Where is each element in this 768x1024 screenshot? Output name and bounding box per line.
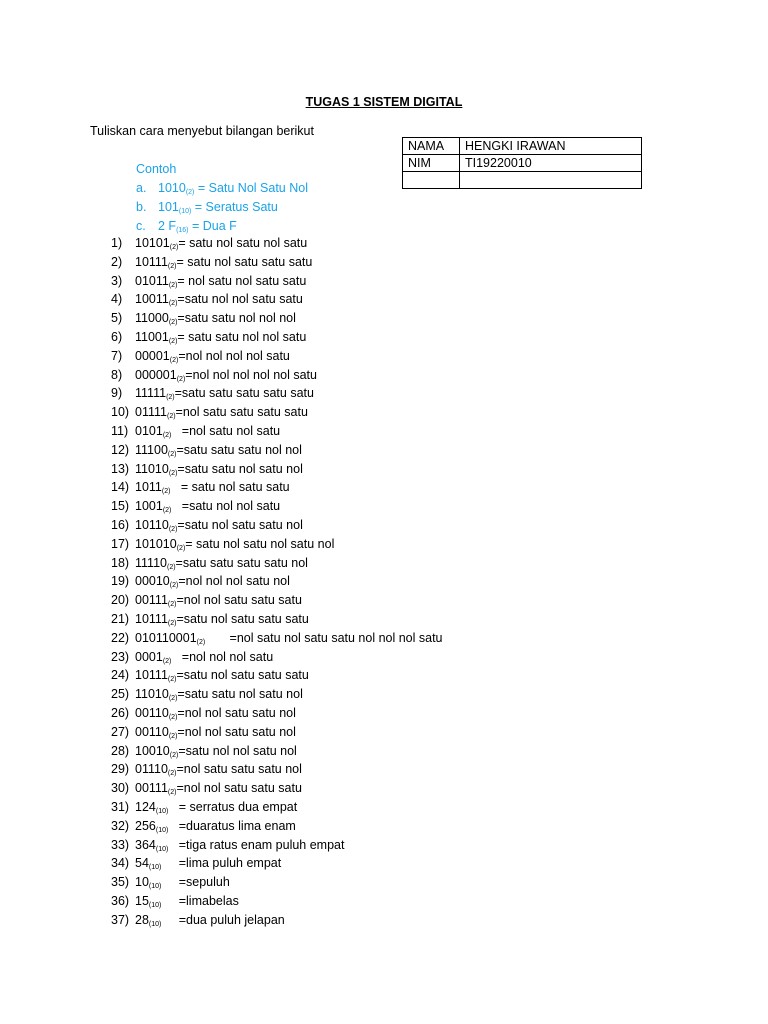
item-value: 11111 bbox=[135, 386, 167, 401]
list-item bbox=[111, 478, 443, 497]
item-value: 11000 bbox=[135, 311, 169, 326]
item-base: (2) bbox=[168, 469, 178, 477]
item-base: (2) bbox=[168, 695, 178, 703]
list-item bbox=[111, 290, 443, 309]
item-number: 13) bbox=[111, 461, 130, 476]
item-number: 21) bbox=[111, 611, 130, 626]
list-item bbox=[111, 666, 443, 685]
list-item bbox=[111, 384, 443, 403]
list-item bbox=[111, 403, 443, 422]
item-value: 00001 bbox=[135, 348, 170, 363]
item-value: 00110 bbox=[135, 705, 169, 720]
instruction-text: Tuliskan cara menyebut bilangan berikut bbox=[90, 124, 314, 138]
item-number: 31) bbox=[111, 799, 130, 814]
list-item bbox=[111, 441, 443, 460]
item-text: =satu nol satu satu satu bbox=[176, 668, 309, 683]
item-number: 35) bbox=[111, 875, 130, 890]
item-base: (2) bbox=[176, 375, 186, 383]
item-text: =sepuluh bbox=[161, 875, 230, 890]
table-cell: TI19220010 bbox=[460, 155, 642, 172]
item-number: 27) bbox=[111, 724, 130, 739]
table-row bbox=[403, 155, 642, 172]
item-number: 9) bbox=[111, 386, 123, 401]
item-value: 0101 bbox=[135, 423, 163, 438]
item-value: 10011 bbox=[135, 292, 169, 307]
item-base: (2) bbox=[168, 300, 178, 308]
list-item bbox=[111, 610, 443, 629]
item-text: =satu satu satu satu nol bbox=[175, 555, 308, 570]
item-value: 10111 bbox=[135, 611, 168, 626]
item-value: 01110 bbox=[135, 762, 168, 777]
item-base: (2) bbox=[168, 732, 178, 740]
table-cell: NIM bbox=[403, 155, 460, 172]
item-number: 29) bbox=[111, 762, 130, 777]
item-value: 15 bbox=[135, 893, 149, 908]
list-item bbox=[111, 723, 443, 742]
item-number: 33) bbox=[111, 837, 130, 852]
list-item bbox=[111, 911, 443, 930]
list-item bbox=[111, 798, 443, 817]
item-value: 11010 bbox=[135, 687, 169, 702]
item-value: 10111 bbox=[135, 254, 168, 269]
item-number: 10) bbox=[111, 405, 130, 420]
list-item bbox=[111, 629, 443, 648]
item-text: =nol nol satu satu satu bbox=[176, 593, 302, 608]
item-number: 20) bbox=[111, 593, 130, 608]
item-text: =nol nol nol nol nol satu bbox=[185, 367, 317, 382]
item-base: (10) bbox=[148, 883, 162, 891]
item-value: 54 bbox=[135, 856, 149, 871]
item-text: =nol nol satu satu nol bbox=[177, 724, 296, 739]
item-text: =satu satu nol nol nol bbox=[177, 311, 296, 326]
item-base: (2) bbox=[196, 638, 206, 646]
item-number: 37) bbox=[111, 912, 130, 927]
item-text: =satu nol nol satu satu bbox=[177, 292, 303, 307]
item-value: 10110 bbox=[135, 517, 169, 532]
item-text: =nol nol nol nol satu bbox=[178, 348, 290, 363]
item-value: 01111 bbox=[135, 405, 167, 420]
item-text: = satu nol satu nol satu bbox=[178, 236, 308, 250]
item-text: =nol satu nol satu bbox=[171, 423, 281, 438]
example-heading: Contoh bbox=[136, 162, 177, 176]
table-cell: NAMA bbox=[403, 138, 460, 155]
item-text: =satu satu satu satu satu bbox=[174, 386, 314, 401]
item-text: =nol nol satu satu satu bbox=[176, 781, 302, 796]
item-text: =nol satu satu satu nol bbox=[176, 762, 302, 777]
list-item bbox=[111, 685, 443, 704]
list-item bbox=[111, 516, 443, 535]
item-value: 124 bbox=[135, 799, 156, 814]
list-item bbox=[111, 760, 443, 779]
item-value: 11110 bbox=[135, 555, 167, 570]
list-item bbox=[111, 779, 443, 798]
list-item bbox=[111, 366, 443, 385]
item-number: 2) bbox=[111, 254, 123, 269]
item-number: 17) bbox=[111, 536, 130, 551]
list-item bbox=[111, 742, 443, 761]
item-base: (2) bbox=[168, 525, 178, 533]
item-base: (2) bbox=[166, 413, 176, 421]
item-text: =satu satu nol satu nol bbox=[177, 687, 303, 702]
item-value: 00111 bbox=[135, 593, 168, 608]
example-marker: b. bbox=[136, 200, 147, 214]
item-value: 256 bbox=[135, 818, 156, 833]
item-value: 01011 bbox=[135, 273, 169, 288]
item-number: 14) bbox=[111, 480, 130, 495]
item-base: (2) bbox=[167, 601, 177, 609]
example-value: 2 F bbox=[158, 219, 177, 233]
item-base: (10) bbox=[155, 845, 169, 853]
item-number: 22) bbox=[111, 630, 130, 645]
item-base: (2) bbox=[169, 356, 179, 364]
list-item bbox=[111, 554, 443, 573]
item-base: (2) bbox=[166, 563, 176, 571]
item-base: (2) bbox=[167, 676, 177, 684]
example-base: (10) bbox=[178, 208, 192, 215]
item-base: (2) bbox=[167, 450, 177, 458]
list-item bbox=[111, 234, 443, 253]
item-base: (10) bbox=[155, 807, 169, 815]
item-number: 6) bbox=[111, 329, 123, 344]
item-number: 11) bbox=[111, 423, 129, 438]
item-number: 32) bbox=[111, 818, 130, 833]
item-value: 1011 bbox=[135, 480, 162, 495]
item-number: 5) bbox=[111, 311, 123, 326]
item-value: 10010 bbox=[135, 743, 170, 758]
item-value: 364 bbox=[135, 837, 156, 852]
list-item bbox=[111, 272, 443, 291]
item-number: 26) bbox=[111, 705, 130, 720]
list-item bbox=[111, 347, 443, 366]
item-base: (2) bbox=[162, 657, 172, 665]
table-cell bbox=[460, 172, 642, 189]
list-item bbox=[111, 422, 443, 441]
example-text: = Dua F bbox=[188, 219, 237, 233]
item-number: 25) bbox=[111, 687, 130, 702]
example-value: 1010 bbox=[158, 181, 186, 195]
item-base: (2) bbox=[168, 319, 178, 327]
item-number: 15) bbox=[111, 499, 130, 514]
item-number: 4) bbox=[111, 292, 123, 307]
item-number: 23) bbox=[111, 649, 130, 664]
item-base: (2) bbox=[168, 713, 178, 721]
item-value: 10111 bbox=[135, 668, 168, 683]
item-value: 11001 bbox=[135, 329, 169, 344]
item-text: =dua puluh jelapan bbox=[161, 912, 285, 927]
list-item bbox=[111, 648, 443, 667]
item-text: =satu nol satu satu nol bbox=[177, 517, 303, 532]
item-value: 101010 bbox=[135, 536, 177, 551]
list-item bbox=[111, 704, 443, 723]
item-base: (2) bbox=[169, 751, 179, 759]
list-item bbox=[111, 854, 443, 873]
item-value: 00010 bbox=[135, 574, 170, 589]
list-item bbox=[111, 873, 443, 892]
item-value: 11100 bbox=[135, 442, 168, 457]
example-item bbox=[136, 198, 308, 217]
item-number: 8) bbox=[111, 367, 123, 382]
item-number: 12) bbox=[111, 442, 130, 457]
item-base: (2) bbox=[161, 488, 171, 496]
item-base: (2) bbox=[162, 507, 172, 515]
item-number: 34) bbox=[111, 856, 130, 871]
list-item bbox=[111, 460, 443, 479]
item-text: = satu nol satu satu satu bbox=[176, 254, 313, 269]
example-base: (16) bbox=[176, 227, 189, 234]
item-number: 19) bbox=[111, 574, 130, 589]
item-base: (2) bbox=[167, 789, 177, 797]
example-block bbox=[136, 160, 308, 236]
example-text: = Satu Nol Satu Nol bbox=[194, 181, 308, 195]
item-text: = satu satu nol nol satu bbox=[177, 329, 307, 344]
example-base: (2) bbox=[185, 189, 195, 196]
item-number: 30) bbox=[111, 781, 130, 796]
item-text: =limabelas bbox=[161, 893, 239, 908]
item-base: (10) bbox=[148, 901, 162, 909]
item-value: 10101 bbox=[135, 236, 170, 250]
item-value: 000001 bbox=[135, 367, 177, 382]
item-text: =satu nol nol satu nol bbox=[178, 743, 297, 758]
item-text: =nol nol nol satu bbox=[171, 649, 274, 664]
item-text: =nol satu satu satu satu bbox=[175, 405, 308, 420]
item-base: (2) bbox=[168, 281, 178, 289]
item-text: = nol satu nol satu satu bbox=[177, 273, 307, 288]
list-item bbox=[111, 836, 443, 855]
item-value: 10 bbox=[135, 875, 149, 890]
item-text: =nol satu nol satu satu nol nol nol satu bbox=[205, 630, 443, 645]
item-text: =duaratus lima enam bbox=[168, 818, 296, 833]
table-row bbox=[403, 172, 642, 189]
example-item bbox=[136, 179, 308, 198]
item-number: 28) bbox=[111, 743, 130, 758]
item-number: 1) bbox=[111, 236, 123, 250]
item-value: 1001 bbox=[135, 499, 163, 514]
item-number: 24) bbox=[111, 668, 130, 683]
item-value: 11010 bbox=[135, 461, 169, 476]
item-text: =tiga ratus enam puluh empat bbox=[168, 837, 345, 852]
item-number: 3) bbox=[111, 273, 123, 288]
list-item bbox=[111, 591, 443, 610]
item-base: (2) bbox=[167, 619, 177, 627]
item-text: =satu satu nol satu nol bbox=[177, 461, 303, 476]
item-number: 16) bbox=[111, 517, 130, 532]
item-text: = satu nol satu nol satu nol bbox=[185, 536, 335, 551]
list-item bbox=[111, 535, 443, 554]
item-value: 0001 bbox=[135, 649, 163, 664]
table-cell: HENGKI IRAWAN bbox=[460, 138, 642, 155]
item-base: (2) bbox=[167, 770, 177, 778]
example-text: = Seratus Satu bbox=[191, 200, 278, 214]
item-text: =satu nol nol satu bbox=[171, 499, 281, 514]
example-marker: a. bbox=[136, 181, 147, 195]
table-cell bbox=[403, 172, 460, 189]
item-base: (10) bbox=[148, 920, 162, 928]
list-item bbox=[111, 817, 443, 836]
item-base: (10) bbox=[148, 864, 162, 872]
item-base: (2) bbox=[162, 431, 172, 439]
page-title: TUGAS 1 SISTEM DIGITAL bbox=[305, 95, 463, 109]
list-item bbox=[111, 253, 443, 272]
example-marker: c. bbox=[136, 219, 146, 233]
item-value: 28 bbox=[135, 912, 149, 927]
answer-list bbox=[111, 234, 443, 929]
item-base: (2) bbox=[176, 544, 186, 552]
item-text: = serratus dua empat bbox=[168, 799, 298, 814]
item-text: = satu nol satu satu bbox=[170, 480, 290, 495]
list-item bbox=[111, 497, 443, 516]
example-value: 101 bbox=[158, 200, 179, 214]
table-row bbox=[403, 138, 642, 155]
item-text: =nol nol satu satu nol bbox=[177, 705, 296, 720]
list-item bbox=[111, 572, 443, 591]
item-value: 00110 bbox=[135, 724, 169, 739]
list-item bbox=[111, 309, 443, 328]
student-info-table bbox=[402, 137, 642, 189]
item-base: (2) bbox=[169, 582, 179, 590]
item-base: (2) bbox=[168, 337, 178, 345]
list-item bbox=[111, 328, 443, 347]
item-number: 36) bbox=[111, 893, 130, 908]
item-base: (10) bbox=[155, 826, 169, 834]
item-base: (2) bbox=[169, 244, 179, 251]
item-text: =lima puluh empat bbox=[161, 856, 282, 871]
item-number: 18) bbox=[111, 555, 130, 570]
item-value: 010110001 bbox=[135, 630, 197, 645]
item-value: 00111 bbox=[135, 781, 168, 796]
item-number: 7) bbox=[111, 348, 123, 363]
list-item bbox=[111, 892, 443, 911]
item-text: =satu nol satu satu satu bbox=[176, 611, 309, 626]
item-base: (2) bbox=[167, 262, 177, 270]
item-base: (2) bbox=[166, 394, 175, 402]
item-text: =nol nol nol satu nol bbox=[178, 574, 290, 589]
item-text: =satu satu satu nol nol bbox=[176, 442, 302, 457]
